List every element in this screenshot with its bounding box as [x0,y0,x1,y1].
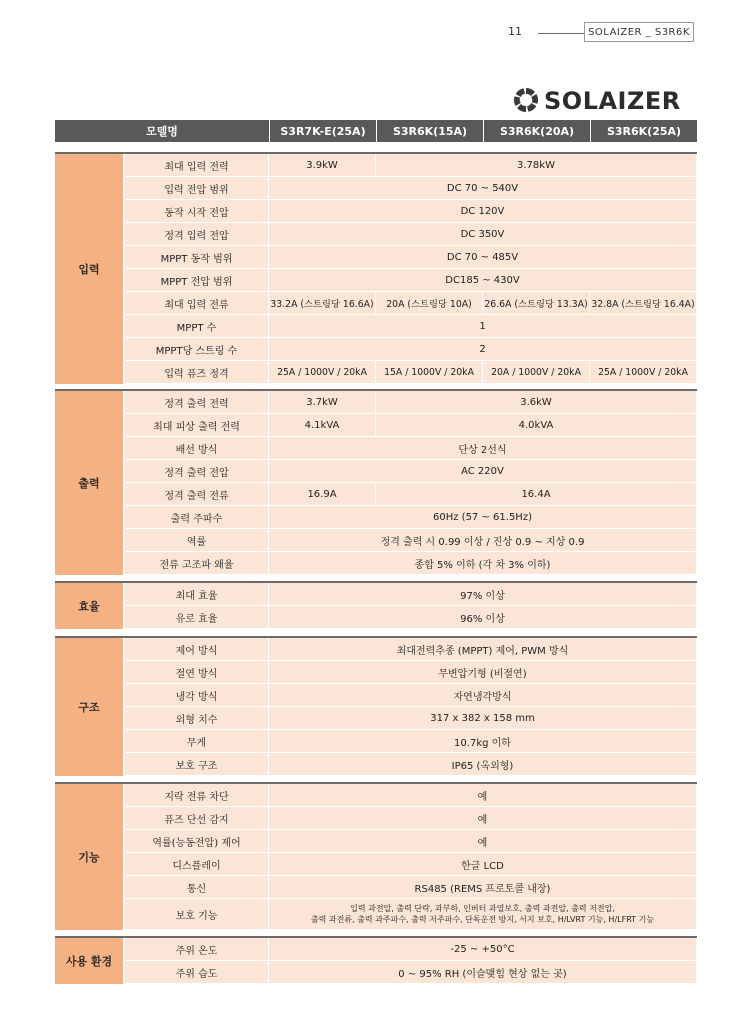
cell-value: RS485 (REMS 프로토콜 내장) [269,876,697,899]
swirl-logo-icon [512,86,540,114]
cell-value: -25 ~ +50°C [269,938,697,961]
cell-value: 317 x 382 x 158 mm [269,707,697,730]
section-input [55,152,697,384]
cell-value: DC 70 ~ 485V [269,246,697,269]
cell-value: 25A / 1000V / 20kA [269,361,376,384]
cell-value: IP65 (옥외형) [269,753,697,776]
row-label: 절연 방식 [125,661,269,684]
category-label: 기능 [55,784,125,930]
row-label: 정격 출력 전류 [125,483,269,506]
row-label: 퓨즈 단선 감지 [125,807,269,830]
cell-value: DC185 ~ 430V [269,269,697,292]
row-label: 최대 입력 전력 [125,154,269,177]
cell-value: 97% 이상 [269,583,697,606]
cell-value: 96% 이상 [269,606,697,629]
row-label: 통신 [125,876,269,899]
column-header-s3r6k-15a: S3R6K(15A) [376,120,483,142]
cell-value: 한글 LCD [269,853,697,876]
cell-value: 16.9A [269,483,376,506]
row-label: 정격 입력 전압 [125,223,269,246]
row-label: 외형 치수 [125,707,269,730]
cell-value: 무변압기형 (비절연) [269,661,697,684]
cell-value: 10.7kg 이하 [269,730,697,753]
row-label: 최대 입력 전류 [125,292,269,315]
document-tag: SOLAIZER _ S3R6K [584,22,694,42]
cell-value: 16.4A [376,483,697,506]
row-label: MPPT 전압 범위 [125,269,269,292]
cell-value: 정격 출력 시 0.99 이상 / 진상 0.9 ~ 지상 0.9 [269,529,697,552]
cell-value: 예 [269,830,697,853]
cell-value: 20A (스트링당 10A) [376,292,483,315]
cell-value: 예 [269,807,697,830]
cell-value: 종합 5% 이하 (각 차 3% 이하) [269,552,697,575]
header-divider [538,33,584,34]
section-output [55,389,697,575]
row-label: 최대 효율 [125,583,269,606]
row-label: 디스플레이 [125,853,269,876]
cell-value: 최대전력추종 (MPPT) 제어, PWM 방식 [269,638,697,661]
row-label: 역률 [125,529,269,552]
row-label: 입력 퓨즈 정격 [125,361,269,384]
cell-value: 32.8A (스트링당 16.4A) [590,292,697,315]
row-label: 유로 효율 [125,606,269,629]
cell-value: 자연냉각방식 [269,684,697,707]
row-label: 보호 기능 [125,899,269,930]
cell-value: 3.78kW [376,154,697,177]
cell-value: DC 350V [269,223,697,246]
section-efficiency [55,581,697,629]
cell-value: 4.1kVA [269,414,376,437]
section-environment [55,936,697,984]
cell-value: 60Hz (57 ~ 61.5Hz) [269,506,697,529]
row-label: 최대 피상 출력 전력 [125,414,269,437]
cell-value: 15A / 1000V / 20kA [376,361,483,384]
category-label: 효율 [55,583,125,629]
section-function [55,782,697,930]
row-label: MPPT당 스트링 수 [125,338,269,361]
row-label: 무게 [125,730,269,753]
row-label: 역률(능동전압) 제어 [125,830,269,853]
protection-line-2: 출력 과전류, 출력 과주파수, 출력 저주파수, 단독운전 방지, 서지 보호, H/LVRT 기능, H/LFRT 기능 [310,915,655,924]
column-header-model: 모델명 [146,125,178,138]
cell-value: 단상 2선식 [269,437,697,460]
cell-value: 20A / 1000V / 20kA [483,361,590,384]
cell-value: 3.6kW [376,391,697,414]
brand-name: SOLAIZER [544,87,681,115]
cell-value: AC 220V [269,460,697,483]
cell-value: 26.6A (스트링당 13.3A) [483,292,590,315]
cell-value: 예 [269,784,697,807]
category-label: 입력 [55,154,125,384]
page-number: 11 [508,25,522,38]
row-label: 동작 시작 전압 [125,200,269,223]
row-label: 지락 전류 차단 [125,784,269,807]
cell-value-protection-functions [269,899,697,930]
category-label: 사용 환경 [55,938,125,984]
row-label: 냉각 방식 [125,684,269,707]
row-label: 제어 방식 [125,638,269,661]
category-label: 구조 [55,638,125,776]
row-label: 정격 출력 전력 [125,391,269,414]
column-header-s3r6k-25a: S3R6K(25A) [590,120,697,142]
row-label: 출력 주파수 [125,506,269,529]
brand-logo [512,86,698,116]
table-header [55,120,697,142]
cell-value: 4.0kVA [376,414,697,437]
row-label: MPPT 동작 범위 [125,246,269,269]
row-label: 주위 습도 [125,961,269,984]
cell-value: DC 120V [269,200,697,223]
row-label: 전류 고조파 왜율 [125,552,269,575]
row-label: MPPT 수 [125,315,269,338]
column-header-s3r6k-20a: S3R6K(20A) [483,120,590,142]
cell-value: 1 [269,315,697,338]
cell-value: 25A / 1000V / 20kA [590,361,697,384]
cell-value: 2 [269,338,697,361]
section-structure [55,636,697,776]
category-label: 출력 [55,391,125,575]
column-header-s3r7k-e-25a: S3R7K-E(25A) [269,120,376,142]
row-label: 보호 구조 [125,753,269,776]
cell-value: 33.2A (스트링당 16.6A) [269,292,376,315]
cell-value: 0 ~ 95% RH (이슬맺힘 현상 없는 곳) [269,961,697,984]
row-label: 입력 전압 범위 [125,177,269,200]
row-label: 정격 출력 전압 [125,460,269,483]
cell-value: DC 70 ~ 540V [269,177,697,200]
cell-value: 3.9kW [269,154,376,177]
row-label: 배선 방식 [125,437,269,460]
cell-value: 3.7kW [269,391,376,414]
page-header [0,22,750,46]
row-label: 주위 온도 [125,938,269,961]
protection-line-1: 입력 과전압, 출력 단락, 과부하, 인버터 과열보호, 출력 과전압, 출력 저전압, [350,904,615,913]
